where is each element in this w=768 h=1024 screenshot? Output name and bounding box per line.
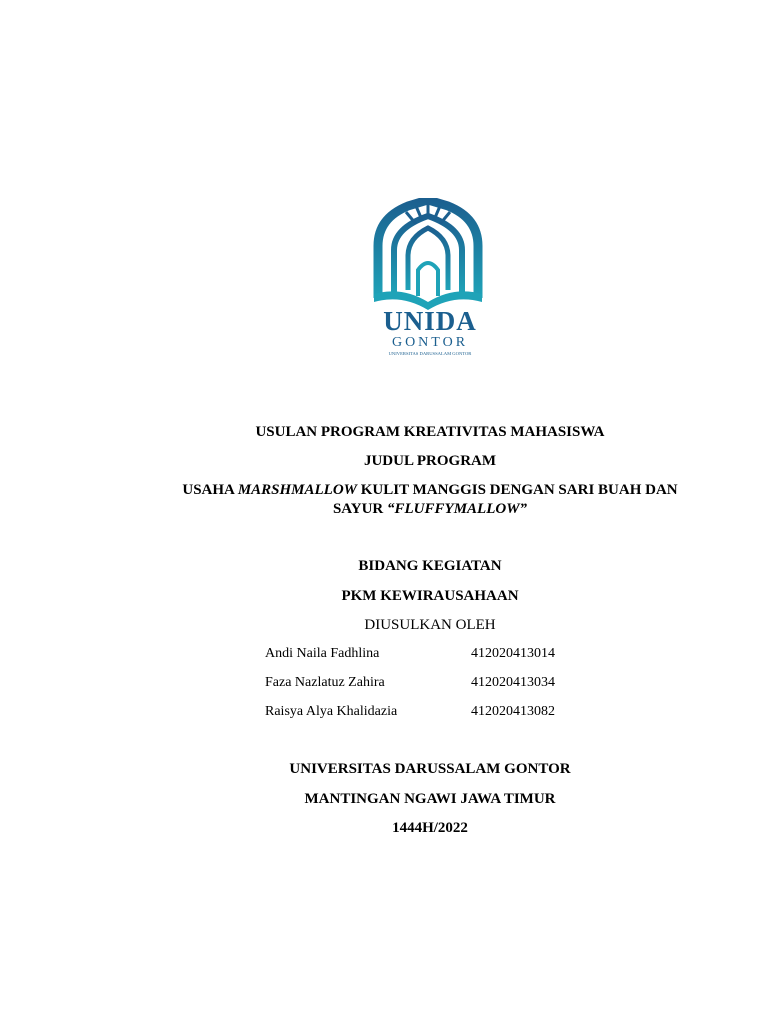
- proposal-type-heading: USULAN PROGRAM KREATIVITAS MAHASISWA: [255, 424, 605, 440]
- proposer-id: 412020413034: [471, 675, 555, 690]
- field-value: PKM KEWIRAUSAHAAN: [341, 588, 519, 604]
- proposer-id: 412020413082: [471, 704, 555, 719]
- proposers-label: DIUSULKAN OLEH: [364, 617, 496, 633]
- program-title-label: JUDUL PROGRAM: [363, 453, 497, 469]
- document-year: 1444H/2022: [392, 820, 468, 836]
- proposer-name: Andi Naila Fadhlina: [265, 646, 380, 661]
- field-label: BIDANG KEGIATAN: [358, 558, 502, 574]
- title-italic-2: “FLUFFYMALLOW”: [387, 501, 528, 517]
- program-title: [170, 481, 690, 519]
- title-part-2: KULIT MANGGIS DENGAN SARI BUAH DAN SAYUR: [332, 482, 678, 517]
- logo-subtitle: UNIVERSITAS DARUSSALAM GONTOR: [388, 351, 472, 356]
- logo-name-line2: GONTOR: [391, 335, 469, 350]
- unida-gontor-logo: [368, 198, 492, 358]
- proposer-name: Faza Nazlatuz Zahira: [265, 675, 385, 690]
- logo-name-line1: UNIDA: [383, 306, 477, 336]
- proposer-name: Raisya Alya Khalidazia: [265, 704, 398, 719]
- title-part-1: USAHA: [182, 482, 238, 498]
- logo-graphic: [368, 198, 492, 358]
- institution-address: MANTINGAN NGAWI JAWA TIMUR: [304, 791, 556, 807]
- proposer-id: 412020413014: [471, 646, 555, 661]
- institution-name: UNIVERSITAS DARUSSALAM GONTOR: [289, 761, 571, 777]
- title-italic-1: MARSHMALLOW: [237, 482, 358, 498]
